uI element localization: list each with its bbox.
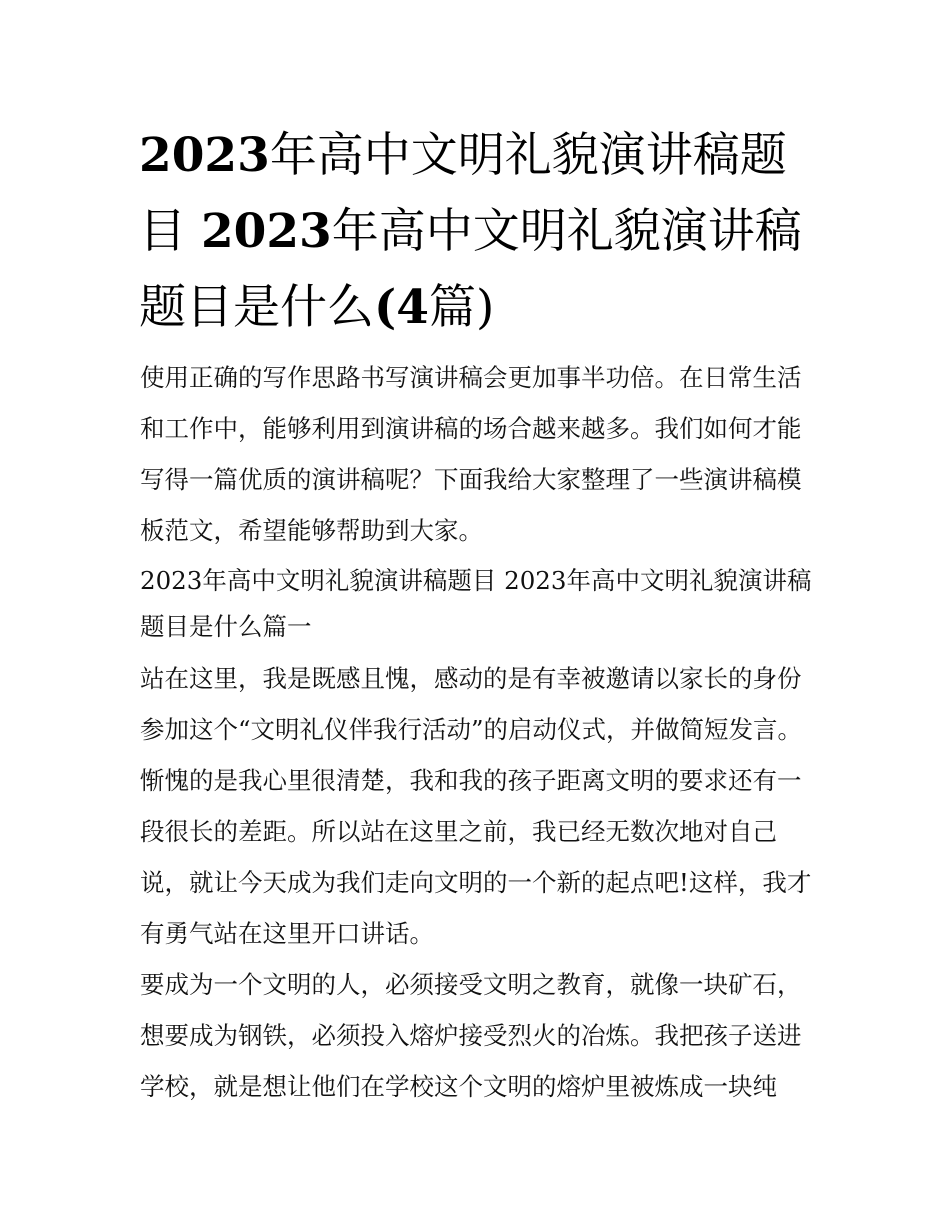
section-heading: 2023年高中文明礼貌演讲稿题目 2023年高中文明礼貌演讲稿题目是什么篇一 — [140, 566, 812, 641]
title-text-3: 篇) — [428, 280, 495, 335]
title-text-1: 年高中文明礼貌演讲稿题目 — [139, 128, 787, 259]
title-count: (4 — [374, 280, 429, 335]
title-text-2: 年高中文明礼貌演讲稿题目是什么 — [139, 204, 802, 335]
document-title — [139, 118, 819, 346]
body-paragraph-1: 站在这里，我是既感且愧，感动的是有幸被邀请以家长的身份参加这个“文明礼仪伴我行活动”的启动仪式，并做简短发言。惭愧的是我心里很清楚，我和我的孩子距离文明的要求还有一段很长的差距。所以站在这里之前，我已经无数次地对自己说，就让今天成为我们走向文明的一个新的起点吧!这样，我才有勇气站在这里开口讲话。 — [140, 664, 812, 948]
title-year-2: 2023 — [200, 204, 332, 259]
intro-paragraph: 使用正确的写作思路书写演讲稿会更加事半功倍。在日常生活和工作中，能够利用到演讲稿的场合越来越多。我们如何才能写得一篇优质的演讲稿呢？下面我给大家整理了一些演讲稿模板范文，希望能够帮助到大家。 — [140, 363, 802, 545]
body-paragraph-2: 要成为一个文明的人，必须接受文明之教育，就像一块矿石，想要成为钢铁，必须投入熔炉接受烈火的冶炼。我把孩子送进学校，就是想让他们在学校这个文明的熔炉里被炼成一块纯 — [140, 970, 802, 1101]
title-year-1: 2023 — [139, 128, 270, 183]
document-body — [140, 352, 816, 1112]
